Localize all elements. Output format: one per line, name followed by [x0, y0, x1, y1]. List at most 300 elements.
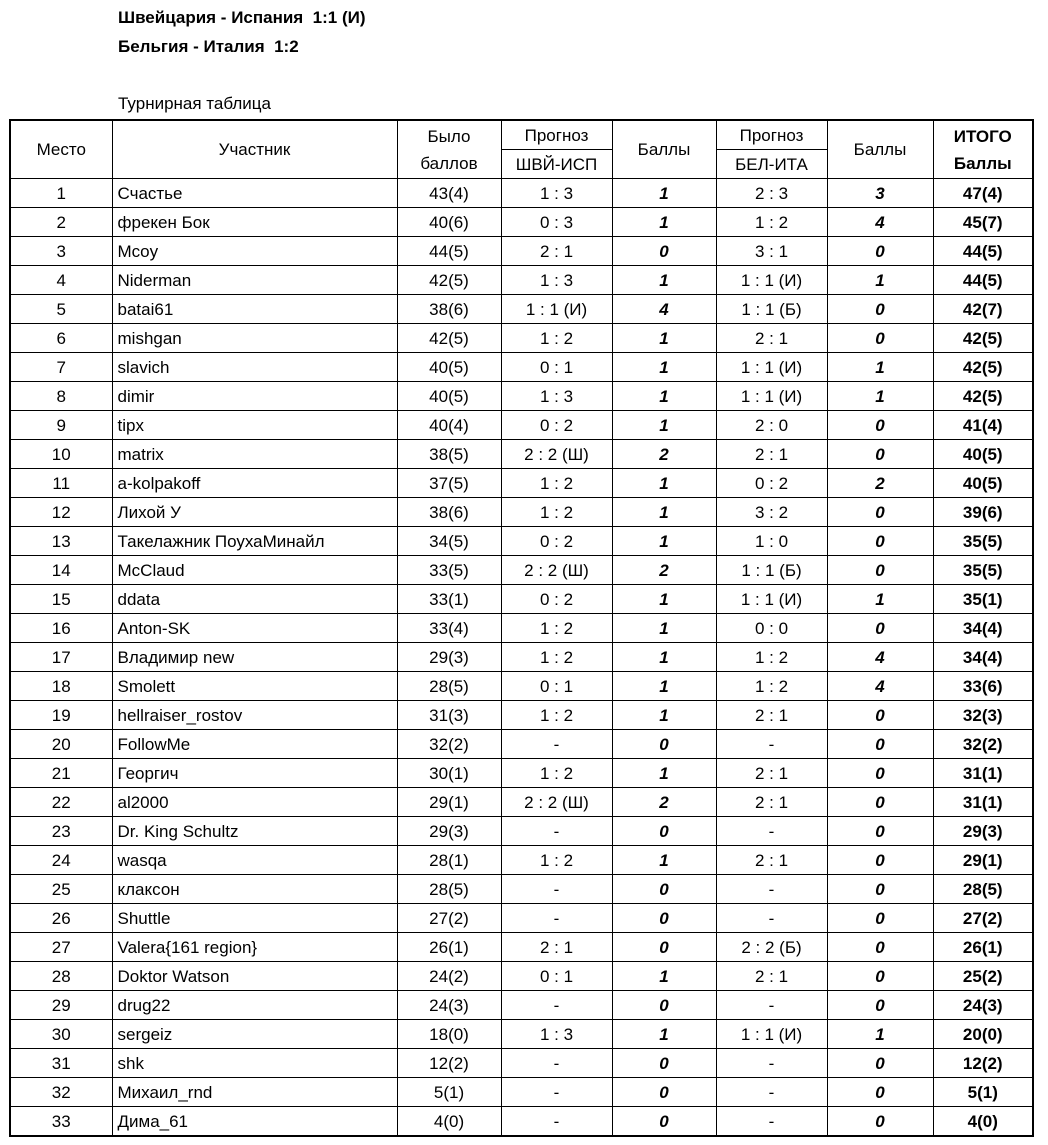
place-cell: 28 — [10, 962, 112, 991]
total-cell: 47(4) — [933, 179, 1033, 208]
place-cell: 16 — [10, 614, 112, 643]
total-cell: 42(7) — [933, 295, 1033, 324]
participant-cell: al2000 — [112, 788, 397, 817]
table-row — [10, 382, 1033, 411]
forecast-1-cell: 1 : 3 — [501, 382, 612, 411]
table-row — [10, 701, 1033, 730]
forecast-1-cell: 1 : 2 — [501, 498, 612, 527]
had-points-cell: 33(5) — [397, 556, 501, 585]
participant-cell: Владимир new — [112, 643, 397, 672]
table-row — [10, 904, 1033, 933]
had-points-cell: 33(1) — [397, 585, 501, 614]
total-cell: 39(6) — [933, 498, 1033, 527]
points-2-cell: 0 — [827, 411, 933, 440]
had-points-cell: 37(5) — [397, 469, 501, 498]
forecast-2-cell: 1 : 1 (И) — [716, 353, 827, 382]
table-row — [10, 556, 1033, 585]
forecast-2-cell: 2 : 1 — [716, 788, 827, 817]
total-cell: 40(5) — [933, 469, 1033, 498]
header-had-points-line2: баллов — [420, 153, 478, 173]
forecast-2-cell: - — [716, 817, 827, 846]
table-row — [10, 933, 1033, 962]
points-1-cell: 0 — [612, 1107, 716, 1137]
total-cell: 35(5) — [933, 527, 1033, 556]
place-cell: 3 — [10, 237, 112, 266]
forecast-1-cell: - — [501, 1049, 612, 1078]
total-cell: 5(1) — [933, 1078, 1033, 1107]
points-1-cell: 1 — [612, 498, 716, 527]
place-cell: 30 — [10, 1020, 112, 1049]
place-cell: 20 — [10, 730, 112, 759]
place-cell: 25 — [10, 875, 112, 904]
table-row — [10, 672, 1033, 701]
forecast-2-cell: 1 : 2 — [716, 643, 827, 672]
place-cell: 15 — [10, 585, 112, 614]
had-points-cell: 38(6) — [397, 295, 501, 324]
participant-cell: FollowMe — [112, 730, 397, 759]
forecast-2-cell: 1 : 0 — [716, 527, 827, 556]
forecast-1-cell: 0 : 2 — [501, 585, 612, 614]
points-1-cell: 0 — [612, 1078, 716, 1107]
participant-cell: Shuttle — [112, 904, 397, 933]
table-row — [10, 498, 1033, 527]
total-cell: 28(5) — [933, 875, 1033, 904]
had-points-cell: 42(5) — [397, 324, 501, 353]
points-2-cell: 1 — [827, 585, 933, 614]
table-row — [10, 353, 1033, 382]
header-forecast-2-match: БЕЛ-ИТА — [716, 150, 827, 179]
points-1-cell: 0 — [612, 1049, 716, 1078]
table-row — [10, 759, 1033, 788]
total-cell: 25(2) — [933, 962, 1033, 991]
had-points-cell: 27(2) — [397, 904, 501, 933]
had-points-cell: 24(2) — [397, 962, 501, 991]
had-points-cell: 18(0) — [397, 1020, 501, 1049]
header-total-line2: Баллы — [953, 153, 1012, 173]
points-2-cell: 0 — [827, 759, 933, 788]
place-cell: 22 — [10, 788, 112, 817]
points-2-cell: 0 — [827, 962, 933, 991]
forecast-2-cell: 1 : 2 — [716, 208, 827, 237]
forecast-2-cell: 2 : 1 — [716, 324, 827, 353]
forecast-1-cell: 0 : 1 — [501, 353, 612, 382]
header-total — [933, 120, 1033, 179]
table-row — [10, 817, 1033, 846]
table-row — [10, 527, 1033, 556]
forecast-2-cell: 3 : 2 — [716, 498, 827, 527]
forecast-2-cell: - — [716, 1107, 827, 1137]
participant-cell: mishgan — [112, 324, 397, 353]
forecast-2-cell: 3 : 1 — [716, 237, 827, 266]
had-points-cell: 44(5) — [397, 237, 501, 266]
forecast-2-cell: - — [716, 991, 827, 1020]
forecast-1-cell: - — [501, 817, 612, 846]
points-2-cell: 3 — [827, 179, 933, 208]
had-points-cell: 38(6) — [397, 498, 501, 527]
points-1-cell: 1 — [612, 643, 716, 672]
points-2-cell: 0 — [827, 1049, 933, 1078]
had-points-cell: 12(2) — [397, 1049, 501, 1078]
had-points-cell: 24(3) — [397, 991, 501, 1020]
table-row — [10, 643, 1033, 672]
table-row — [10, 1107, 1033, 1137]
participant-cell: Дима_61 — [112, 1107, 397, 1137]
place-cell: 10 — [10, 440, 112, 469]
total-cell: 42(5) — [933, 353, 1033, 382]
points-1-cell: 4 — [612, 295, 716, 324]
had-points-cell: 28(5) — [397, 672, 501, 701]
place-cell: 17 — [10, 643, 112, 672]
had-points-cell: 34(5) — [397, 527, 501, 556]
table-row — [10, 469, 1033, 498]
forecast-1-cell: 2 : 2 (Ш) — [501, 440, 612, 469]
points-1-cell: 1 — [612, 324, 716, 353]
participant-cell: slavich — [112, 353, 397, 382]
points-1-cell: 2 — [612, 440, 716, 469]
points-2-cell: 0 — [827, 1078, 933, 1107]
points-2-cell: 0 — [827, 556, 933, 585]
had-points-cell: 28(1) — [397, 846, 501, 875]
participant-cell: shk — [112, 1049, 397, 1078]
participant-cell: McClaud — [112, 556, 397, 585]
table-row — [10, 788, 1033, 817]
place-cell: 7 — [10, 353, 112, 382]
place-cell: 13 — [10, 527, 112, 556]
table-row — [10, 237, 1033, 266]
header-forecast-2: Прогноз — [716, 120, 827, 150]
table-row — [10, 991, 1033, 1020]
forecast-2-cell: 2 : 1 — [716, 759, 827, 788]
had-points-cell: 32(2) — [397, 730, 501, 759]
total-cell: 40(5) — [933, 440, 1033, 469]
header-place: Место — [10, 120, 112, 179]
had-points-cell: 33(4) — [397, 614, 501, 643]
forecast-1-cell: 1 : 2 — [501, 614, 612, 643]
total-cell: 12(2) — [933, 1049, 1033, 1078]
total-cell: 4(0) — [933, 1107, 1033, 1137]
points-2-cell: 4 — [827, 643, 933, 672]
header-had-points — [397, 120, 501, 179]
participant-cell: Valera{161 region} — [112, 933, 397, 962]
points-2-cell: 0 — [827, 904, 933, 933]
forecast-2-cell: 2 : 1 — [716, 846, 827, 875]
points-2-cell: 0 — [827, 817, 933, 846]
total-cell: 35(1) — [933, 585, 1033, 614]
place-cell: 32 — [10, 1078, 112, 1107]
participant-cell: matrix — [112, 440, 397, 469]
participant-cell: клаксон — [112, 875, 397, 904]
forecast-2-cell: 1 : 1 (Б) — [716, 556, 827, 585]
forecast-1-cell: 1 : 2 — [501, 643, 612, 672]
forecast-2-cell: 2 : 1 — [716, 440, 827, 469]
forecast-2-cell: 1 : 1 (И) — [716, 266, 827, 295]
place-cell: 12 — [10, 498, 112, 527]
points-1-cell: 1 — [612, 585, 716, 614]
total-cell: 42(5) — [933, 324, 1033, 353]
total-cell: 31(1) — [933, 788, 1033, 817]
had-points-cell: 40(4) — [397, 411, 501, 440]
forecast-1-cell: 1 : 2 — [501, 846, 612, 875]
points-2-cell: 0 — [827, 933, 933, 962]
standings-table — [9, 119, 1034, 1137]
had-points-cell: 42(5) — [397, 266, 501, 295]
table-row — [10, 614, 1033, 643]
points-2-cell: 1 — [827, 1020, 933, 1049]
place-cell: 24 — [10, 846, 112, 875]
points-2-cell: 0 — [827, 324, 933, 353]
points-1-cell: 1 — [612, 208, 716, 237]
points-2-cell: 4 — [827, 672, 933, 701]
place-cell: 29 — [10, 991, 112, 1020]
place-cell: 4 — [10, 266, 112, 295]
points-1-cell: 1 — [612, 846, 716, 875]
participant-cell: wasqa — [112, 846, 397, 875]
table-row — [10, 1078, 1033, 1107]
total-cell: 34(4) — [933, 614, 1033, 643]
forecast-1-cell: 0 : 1 — [501, 672, 612, 701]
forecast-1-cell: - — [501, 875, 612, 904]
table-row — [10, 440, 1033, 469]
forecast-1-cell: - — [501, 1078, 612, 1107]
forecast-1-cell: 2 : 2 (Ш) — [501, 556, 612, 585]
table-row — [10, 324, 1033, 353]
points-1-cell: 0 — [612, 730, 716, 759]
standings-body — [10, 179, 1033, 1137]
points-2-cell: 2 — [827, 469, 933, 498]
participant-cell: Smolett — [112, 672, 397, 701]
place-cell: 9 — [10, 411, 112, 440]
had-points-cell: 4(0) — [397, 1107, 501, 1137]
forecast-1-cell: 2 : 2 (Ш) — [501, 788, 612, 817]
participant-cell: Лихой У — [112, 498, 397, 527]
forecast-2-cell: 0 : 2 — [716, 469, 827, 498]
place-cell: 19 — [10, 701, 112, 730]
participant-cell: sergeiz — [112, 1020, 397, 1049]
had-points-cell: 40(5) — [397, 382, 501, 411]
total-cell: 32(2) — [933, 730, 1033, 759]
table-row — [10, 1049, 1033, 1078]
place-cell: 18 — [10, 672, 112, 701]
points-1-cell: 0 — [612, 933, 716, 962]
points-1-cell: 1 — [612, 527, 716, 556]
table-caption: Турнирная таблица — [118, 94, 271, 113]
total-cell: 41(4) — [933, 411, 1033, 440]
header-participant: Участник — [112, 120, 397, 179]
table-row — [10, 875, 1033, 904]
points-2-cell: 0 — [827, 440, 933, 469]
forecast-2-cell: 2 : 1 — [716, 962, 827, 991]
total-cell: 31(1) — [933, 759, 1033, 788]
place-cell: 14 — [10, 556, 112, 585]
table-row — [10, 295, 1033, 324]
total-cell: 32(3) — [933, 701, 1033, 730]
header-had-points-line1: Было — [427, 126, 471, 146]
forecast-1-cell: - — [501, 904, 612, 933]
points-1-cell: 1 — [612, 469, 716, 498]
points-1-cell: 0 — [612, 817, 716, 846]
place-cell: 27 — [10, 933, 112, 962]
points-1-cell: 1 — [612, 179, 716, 208]
total-cell: 44(5) — [933, 266, 1033, 295]
points-2-cell: 0 — [827, 498, 933, 527]
forecast-2-cell: 1 : 1 (И) — [716, 382, 827, 411]
table-row — [10, 730, 1033, 759]
forecast-2-cell: 2 : 1 — [716, 701, 827, 730]
points-1-cell: 1 — [612, 701, 716, 730]
forecast-2-cell: 2 : 2 (Б) — [716, 933, 827, 962]
participant-cell: ddata — [112, 585, 397, 614]
place-cell: 2 — [10, 208, 112, 237]
had-points-cell: 28(5) — [397, 875, 501, 904]
forecast-1-cell: 0 : 1 — [501, 962, 612, 991]
points-1-cell: 0 — [612, 875, 716, 904]
forecast-1-cell: 1 : 3 — [501, 1020, 612, 1049]
forecast-1-cell: 1 : 3 — [501, 179, 612, 208]
points-1-cell: 2 — [612, 556, 716, 585]
header-forecast-1-match: ШВЙ-ИСП — [501, 150, 612, 179]
table-row — [10, 179, 1033, 208]
points-1-cell: 1 — [612, 962, 716, 991]
had-points-cell: 29(1) — [397, 788, 501, 817]
table-row — [10, 208, 1033, 237]
participant-cell: hellraiser_rostov — [112, 701, 397, 730]
points-1-cell: 0 — [612, 237, 716, 266]
total-cell: 33(6) — [933, 672, 1033, 701]
table-row — [10, 585, 1033, 614]
table-row — [10, 1020, 1033, 1049]
place-cell: 5 — [10, 295, 112, 324]
total-cell: 42(5) — [933, 382, 1033, 411]
participant-cell: tipx — [112, 411, 397, 440]
participant-cell: Счастье — [112, 179, 397, 208]
forecast-2-cell: 2 : 0 — [716, 411, 827, 440]
participant-cell: Mcoy — [112, 237, 397, 266]
forecast-1-cell: - — [501, 991, 612, 1020]
had-points-cell: 38(5) — [397, 440, 501, 469]
points-1-cell: 1 — [612, 266, 716, 295]
forecast-2-cell: 1 : 1 (И) — [716, 585, 827, 614]
forecast-2-cell: - — [716, 875, 827, 904]
match-result-2: Бельгия - Италия 1:2 — [118, 37, 299, 56]
points-1-cell: 2 — [612, 788, 716, 817]
forecast-1-cell: 1 : 2 — [501, 701, 612, 730]
points-2-cell: 0 — [827, 295, 933, 324]
participant-cell: Георгич — [112, 759, 397, 788]
total-cell: 44(5) — [933, 237, 1033, 266]
points-2-cell: 0 — [827, 846, 933, 875]
forecast-2-cell: 2 : 3 — [716, 179, 827, 208]
total-cell: 27(2) — [933, 904, 1033, 933]
points-1-cell: 1 — [612, 353, 716, 382]
points-2-cell: 1 — [827, 382, 933, 411]
forecast-1-cell: 1 : 2 — [501, 759, 612, 788]
participant-cell: a-kolpakoff — [112, 469, 397, 498]
participant-cell: Dr. King Schultz — [112, 817, 397, 846]
place-cell: 6 — [10, 324, 112, 353]
points-2-cell: 0 — [827, 701, 933, 730]
total-cell: 29(3) — [933, 817, 1033, 846]
place-cell: 1 — [10, 179, 112, 208]
participant-cell: drug22 — [112, 991, 397, 1020]
had-points-cell: 29(3) — [397, 643, 501, 672]
table-row — [10, 266, 1033, 295]
points-2-cell: 0 — [827, 237, 933, 266]
forecast-2-cell: - — [716, 730, 827, 759]
points-2-cell: 0 — [827, 614, 933, 643]
points-1-cell: 1 — [612, 614, 716, 643]
forecast-2-cell: - — [716, 1078, 827, 1107]
participant-cell: dimir — [112, 382, 397, 411]
place-cell: 26 — [10, 904, 112, 933]
total-cell: 26(1) — [933, 933, 1033, 962]
participant-cell: Михаил_rnd — [112, 1078, 397, 1107]
header-points-2: Баллы — [827, 120, 933, 179]
had-points-cell: 5(1) — [397, 1078, 501, 1107]
had-points-cell: 31(3) — [397, 701, 501, 730]
forecast-1-cell: 0 : 2 — [501, 527, 612, 556]
forecast-2-cell: - — [716, 1049, 827, 1078]
header-points-1: Баллы — [612, 120, 716, 179]
participant-cell: фрекен Бок — [112, 208, 397, 237]
forecast-2-cell: 1 : 1 (Б) — [716, 295, 827, 324]
had-points-cell: 26(1) — [397, 933, 501, 962]
header-forecast-1: Прогноз — [501, 120, 612, 150]
forecast-1-cell: 0 : 3 — [501, 208, 612, 237]
place-cell: 31 — [10, 1049, 112, 1078]
forecast-1-cell: - — [501, 730, 612, 759]
forecast-2-cell: - — [716, 904, 827, 933]
points-1-cell: 1 — [612, 759, 716, 788]
had-points-cell: 40(5) — [397, 353, 501, 382]
participant-cell: Такелажник ПоухаМинайл — [112, 527, 397, 556]
points-1-cell: 0 — [612, 904, 716, 933]
points-2-cell: 4 — [827, 208, 933, 237]
total-cell: 34(4) — [933, 643, 1033, 672]
total-cell: 29(1) — [933, 846, 1033, 875]
place-cell: 11 — [10, 469, 112, 498]
total-cell: 20(0) — [933, 1020, 1033, 1049]
table-row — [10, 411, 1033, 440]
points-1-cell: 1 — [612, 411, 716, 440]
points-2-cell: 0 — [827, 788, 933, 817]
forecast-1-cell: 1 : 3 — [501, 266, 612, 295]
place-cell: 21 — [10, 759, 112, 788]
match-result-1: Швейцария - Испания 1:1 (И) — [118, 8, 366, 27]
forecast-1-cell: 1 : 1 (И) — [501, 295, 612, 324]
points-2-cell: 0 — [827, 527, 933, 556]
forecast-2-cell: 1 : 2 — [716, 672, 827, 701]
place-cell: 8 — [10, 382, 112, 411]
points-1-cell: 1 — [612, 382, 716, 411]
total-cell: 45(7) — [933, 208, 1033, 237]
table-row — [10, 846, 1033, 875]
total-cell: 35(5) — [933, 556, 1033, 585]
points-2-cell: 0 — [827, 1107, 933, 1137]
forecast-1-cell: 1 : 2 — [501, 324, 612, 353]
place-cell: 33 — [10, 1107, 112, 1137]
participant-cell: batai61 — [112, 295, 397, 324]
forecast-1-cell: 0 : 2 — [501, 411, 612, 440]
points-2-cell: 1 — [827, 353, 933, 382]
points-2-cell: 0 — [827, 875, 933, 904]
had-points-cell: 40(6) — [397, 208, 501, 237]
participant-cell: Anton-SK — [112, 614, 397, 643]
forecast-1-cell: 1 : 2 — [501, 469, 612, 498]
forecast-2-cell: 1 : 1 (И) — [716, 1020, 827, 1049]
points-1-cell: 1 — [612, 672, 716, 701]
points-2-cell: 0 — [827, 730, 933, 759]
header-total-line1: ИТОГО — [953, 126, 1012, 146]
